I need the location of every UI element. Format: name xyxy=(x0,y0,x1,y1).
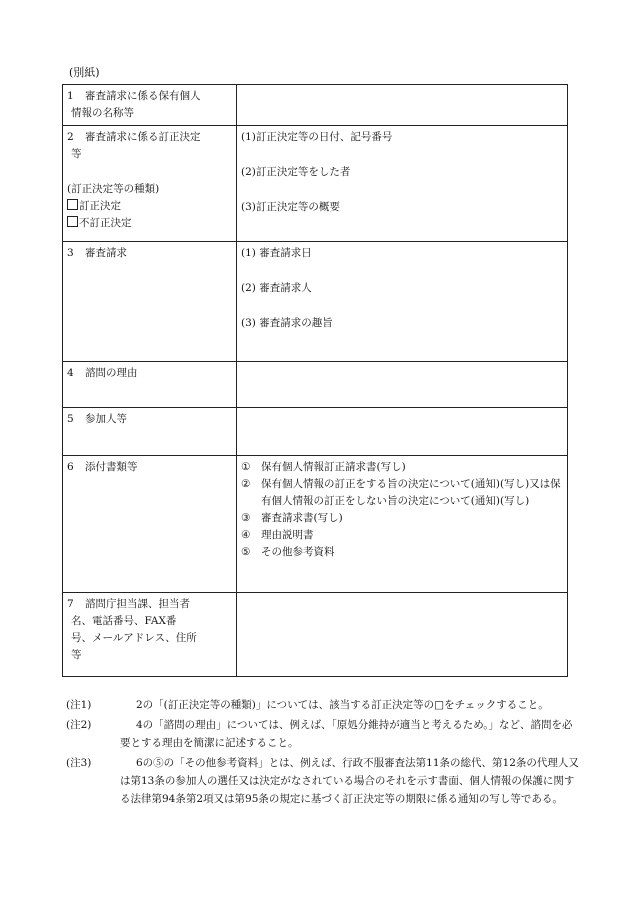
row-label-cont: 名、電話番号、FAX番 xyxy=(71,615,177,627)
value-cell[interactable] xyxy=(237,408,568,456)
attachment-item: ② 保有個人情報の訂正をする旨の決定について(通知)(写し)又は保有個人情報の訂正をしない旨の決定について(通知)(写し) xyxy=(241,478,561,507)
row-personal-info-name xyxy=(63,85,568,126)
attachment-item: ④ 理由説明書 xyxy=(241,529,314,541)
note-text: 2の「(訂正決定等の種類)」については、該当する訂正決定等の□をチェックすること。 xyxy=(136,699,549,711)
item-text: (3) 審査請求の趣旨 xyxy=(241,317,333,329)
row-participants xyxy=(63,408,568,456)
note-label: (注1) xyxy=(66,699,92,711)
attachment-item: ⑤ その他参考資料 xyxy=(241,546,335,558)
row-number: 5 xyxy=(67,413,74,425)
value-cell[interactable] xyxy=(237,456,568,593)
row-label: 添付書類等 xyxy=(85,461,138,473)
item-text: (2)訂正決定等をした者 xyxy=(241,166,351,178)
referral-form-table xyxy=(62,84,568,677)
note-label: (注3) xyxy=(66,757,92,769)
row-review-request xyxy=(63,242,568,362)
item-text: (1) 審査請求日 xyxy=(241,247,312,259)
row-inquiry-reason xyxy=(63,362,568,408)
item-text: (1)訂正決定等の日付、記号番号 xyxy=(241,131,393,143)
value-cell[interactable] xyxy=(237,242,568,362)
row-label: 参加人等 xyxy=(85,413,127,425)
value-cell[interactable] xyxy=(237,126,568,242)
label-cell xyxy=(63,242,237,362)
row-label: 審査請求に係る訂正決定 xyxy=(85,131,201,143)
checkbox-icon[interactable] xyxy=(67,216,78,227)
label-cell xyxy=(63,85,237,126)
row-contact-info xyxy=(63,593,568,677)
checkbox-non-correction-decision[interactable]: 不訂正決定 xyxy=(67,215,232,232)
row-label: 諮問の理由 xyxy=(85,367,138,379)
attachment-item: ③ 審査請求書(写し) xyxy=(241,512,343,524)
item-text: (2) 審査請求人 xyxy=(241,282,312,294)
value-cell[interactable] xyxy=(237,85,568,126)
row-label: 審査請求に係る保有個人 xyxy=(85,90,201,102)
item-text: (3)訂正決定等の概要 xyxy=(241,201,340,213)
label-cell xyxy=(63,126,237,242)
row-number: 3 xyxy=(67,247,74,259)
value-cell[interactable] xyxy=(237,593,568,677)
note-label: (注2) xyxy=(66,719,92,731)
attachment-label: (別紙) xyxy=(69,66,100,79)
row-number: 4 xyxy=(67,367,74,379)
label-cell xyxy=(63,408,237,456)
note-text: 4の「諮問の理由」については、例えば、「原処分維持が適当と考えるため。」など、諮問を必要とする理由を簡潔に記述すること。 xyxy=(120,719,573,749)
row-label: 諮問庁担当課、担当者 xyxy=(85,598,190,610)
checkbox-correction-decision[interactable]: 訂正決定 xyxy=(67,198,232,215)
row-label-cont: 情報の名称等 xyxy=(71,107,134,119)
note-3 xyxy=(66,754,580,808)
row-correction-decision xyxy=(63,126,568,242)
value-cell[interactable] xyxy=(237,362,568,408)
checkbox-icon[interactable] xyxy=(67,199,78,210)
note-text: 6の⑤の「その他参考資料」とは、例えば、行政不服審査法第11条の総代、第12条の代理人又は第13条の参加人の選任又は決定がなされている場合のそれを示す書面、個人情報の保護に関する法律第94条第2項又は第95条の規定に基づく訂正決定等の期限に係る通知の写し等である。 xyxy=(120,757,579,805)
label-cell xyxy=(63,456,237,593)
row-label-cont: 号、メールアドレス、住所 xyxy=(71,632,197,644)
row-label-cont: 等 xyxy=(71,649,82,661)
row-attached-documents xyxy=(63,456,568,593)
row-label-cont: 等 xyxy=(71,148,82,160)
row-number: 7 xyxy=(67,598,74,610)
note-1 xyxy=(66,696,580,714)
note-2 xyxy=(66,716,580,752)
label-cell xyxy=(63,593,237,677)
notes-section xyxy=(66,696,580,810)
row-number: 1 xyxy=(67,90,74,102)
row-number: 2 xyxy=(67,131,74,143)
label-cell xyxy=(63,362,237,408)
row-number: 6 xyxy=(67,461,74,473)
decision-types-heading: (訂正決定等の種類) xyxy=(67,183,160,195)
attachment-item: ① 保有個人情報訂正請求書(写し) xyxy=(241,461,406,473)
row-label: 審査請求 xyxy=(85,247,127,259)
